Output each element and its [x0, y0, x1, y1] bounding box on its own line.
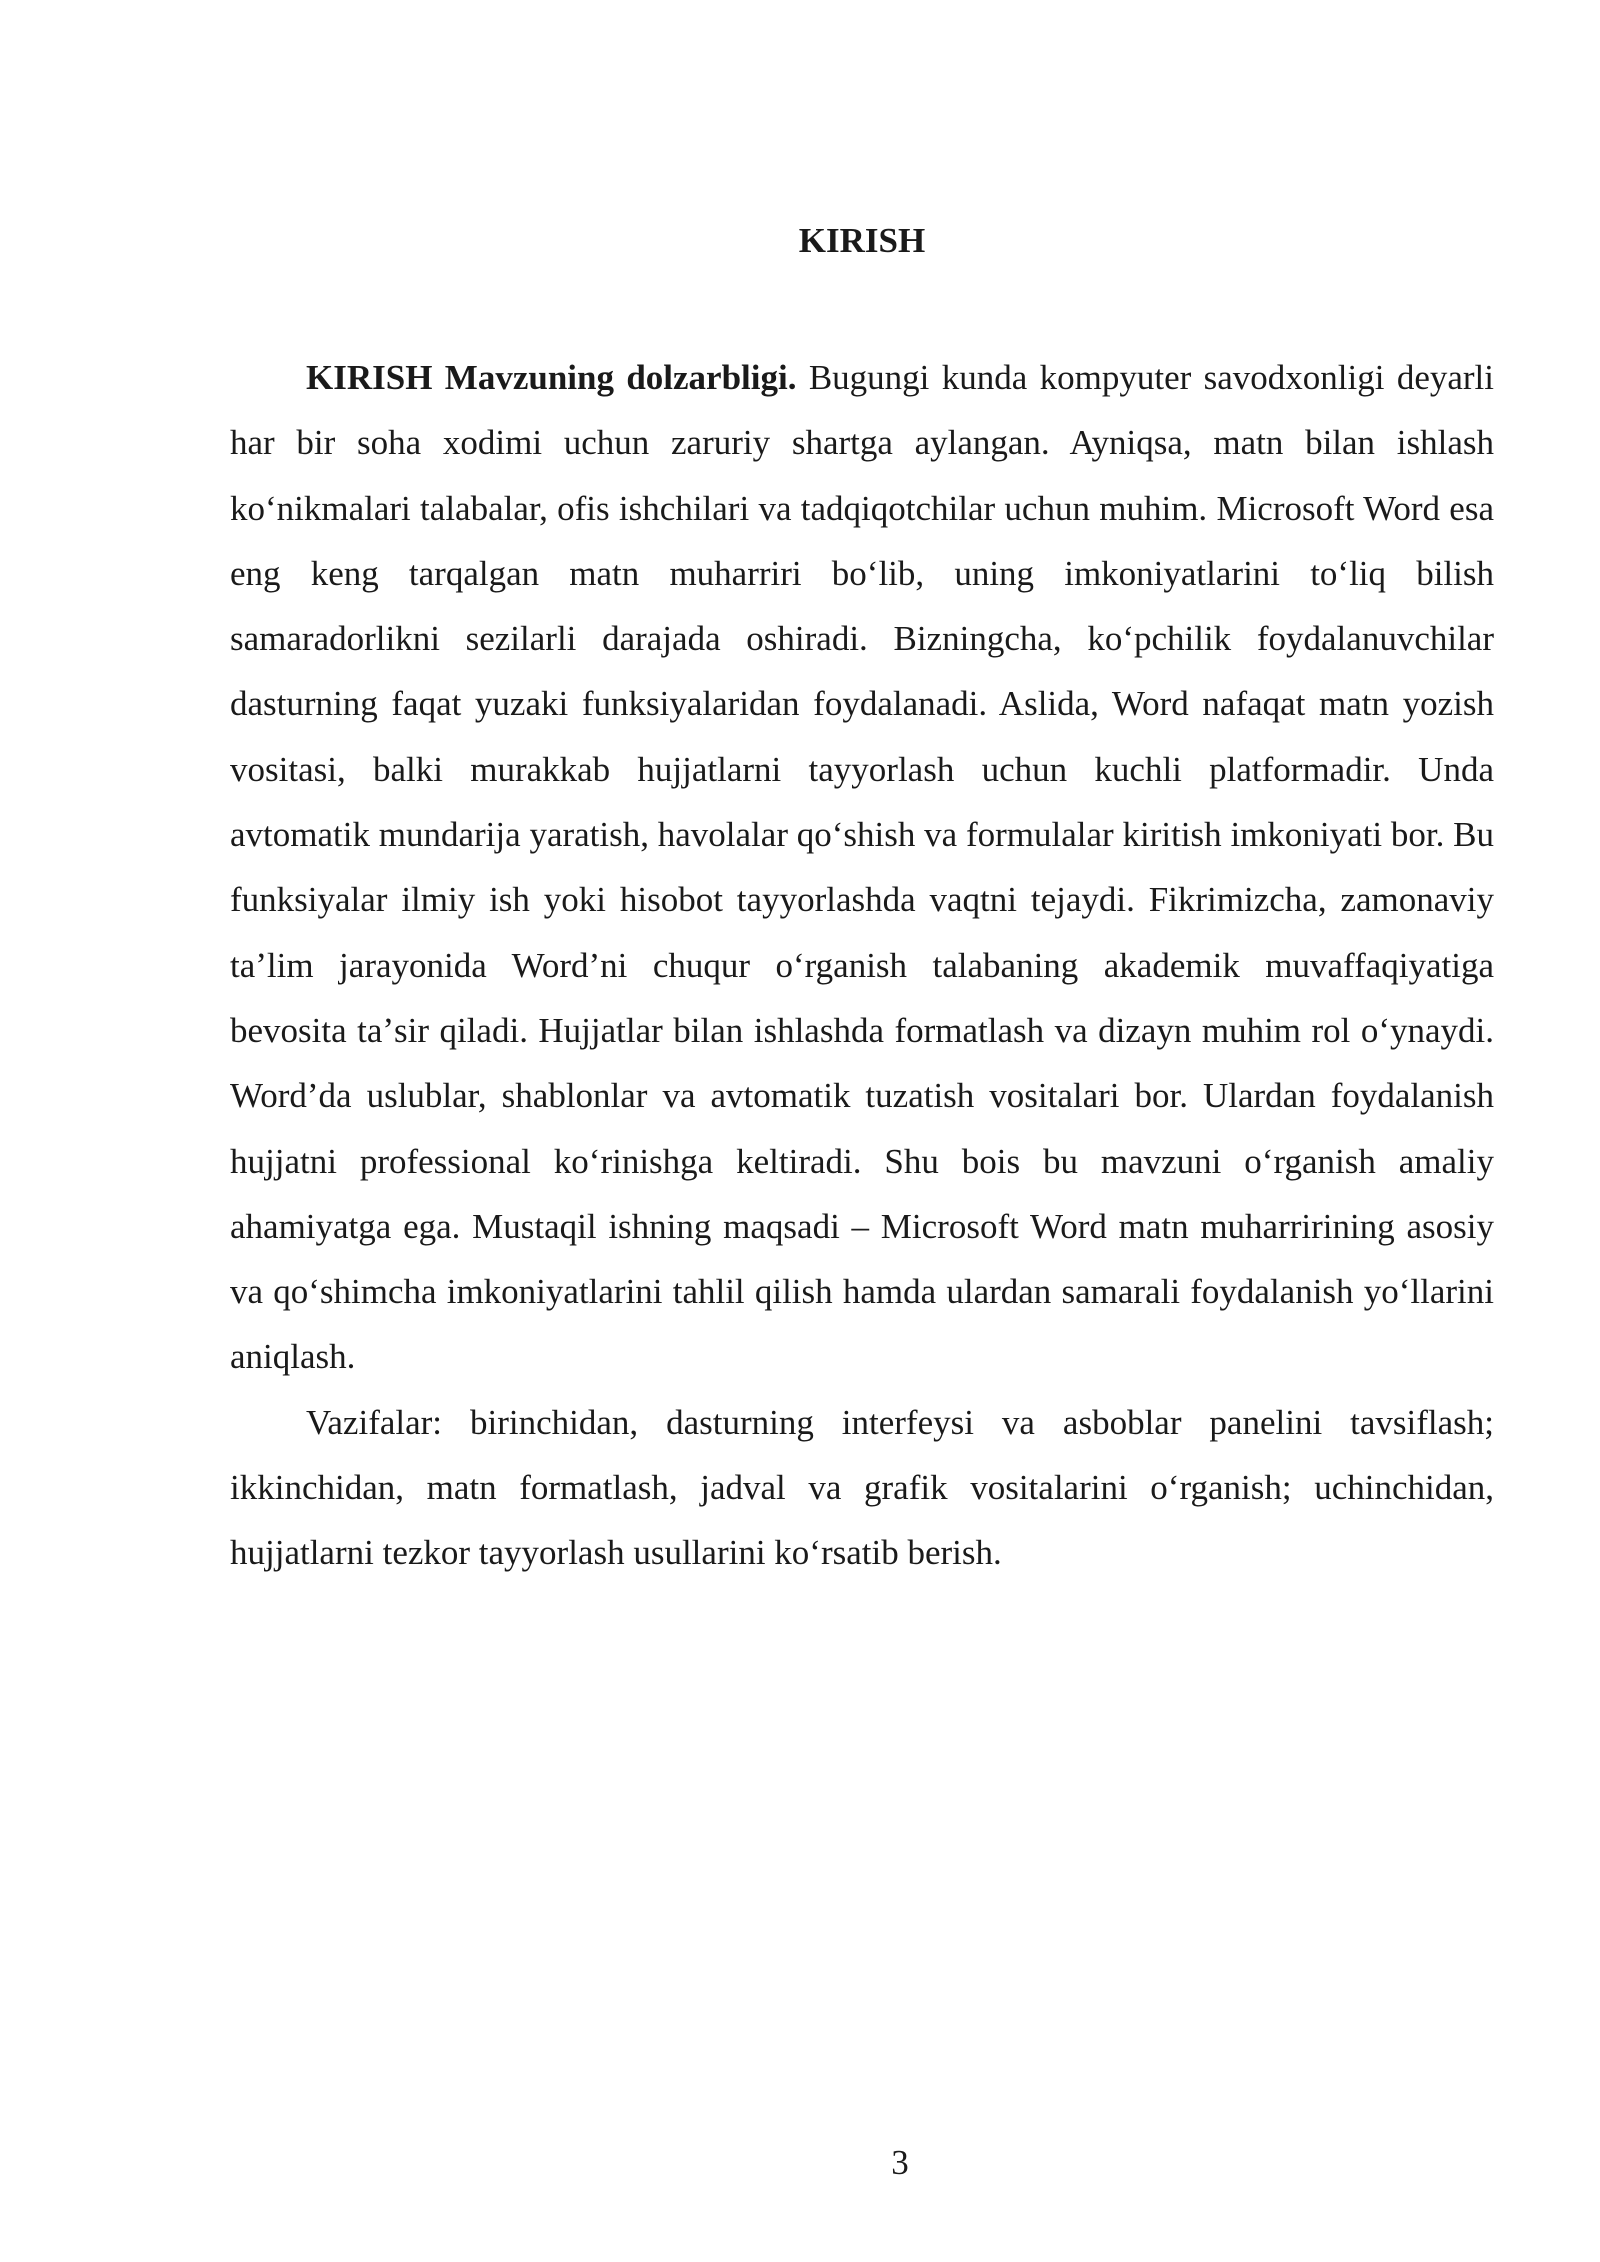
page-heading: KIRISH	[798, 221, 926, 260]
heading-container	[230, 216, 1494, 266]
page-number: 3	[891, 2143, 909, 2182]
paragraph-intro	[230, 345, 1494, 1390]
paragraph-lead: KIRISH Mavzuning dolzarbligi.	[306, 358, 797, 397]
body-text	[230, 345, 1494, 1586]
paragraph-text: Vazifalar: birinchidan, dasturning interfeysi va asboblar panelini tavsiflash; ikkinchidan, matn formatlash, jadval va grafik vositalarini oʻrganish; uchinchidan, hujjatlarni tezkor tayyorlash usullarini koʻrsatib berish.	[230, 1402, 1494, 1573]
paragraph-text: Bugungi kunda kompyuter savodxonligi deyarli har bir soha xodimi uchun zaruriy shartga aylangan. Ayniqsa, matn bilan ishlash koʻnikmalari talabalar, ofis ishchilari va tadqiqotchilar uchun muhim. Microsoft Word esa eng keng tarqalgan matn muharriri boʻlib, uning imkoniyatlarini toʻliq bilish samaradorlikni sezilarli darajada oshiradi. Bizningcha, koʻpchilik foydalanuvchilar dasturning faqat yuzaki funksiyalaridan foydalanadi. Aslida, Word nafaqat matn yozish vositasi, balki murakkab hujjatlarni tayyorlash uchun kuchli platformadir. Unda avtomatik mundarija yaratish, havolalar qoʻshish va formulalar kiritish imkoniyati bor. Bu funksiyalar ilmiy ish yoki hisobot tayyorlashda vaqtni tejaydi. Fikrimizcha, zamonaviy taʼlim jarayonida Word’ni chuqur oʻrganish talabaning akademik muvaffaqiyatiga bevosita taʼsir qiladi. Hujjatlar bilan ishlashda formatlash va dizayn muhim rol oʻynaydi. Word’da uslublar, shablonlar va avtomatik tuzatish vositalari bor. Ulardan foydalanish hujjatni professional koʻrinishga keltiradi. Shu bois bu mavzuni oʻrganish amaliy ahamiyatga ega. Mustaqil ishning maqsadi – Microsoft Word matn muharririning asosiy va qoʻshimcha imkoniyatlarini tahlil qilish hamda ulardan samarali foydalanish yoʻllarini aniqlash.	[230, 358, 1494, 1377]
paragraph-tasks	[230, 1390, 1494, 1586]
page-number-container	[0, 2138, 1600, 2188]
